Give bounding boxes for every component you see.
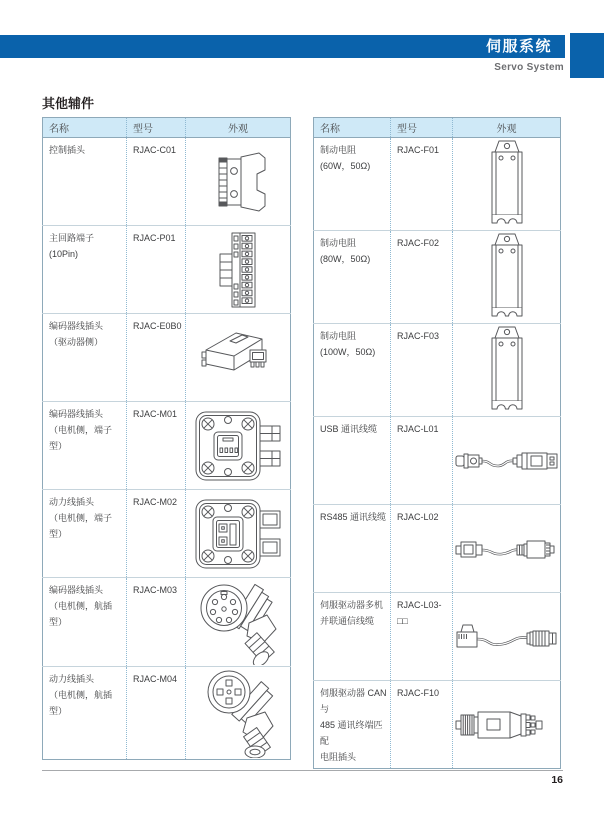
appearance-cell — [186, 490, 291, 578]
column-header-name: 名称 — [43, 118, 127, 138]
name-cell: 伺服驱动器 CAN 与 485 通讯终端匹配 电阻插头 — [314, 681, 391, 769]
table-row — [43, 138, 291, 226]
name-cell: RS485 通讯线缆 — [314, 505, 391, 593]
banner-title: 伺服系统 — [485, 38, 552, 55]
power-aviation-plug-image — [199, 668, 277, 758]
encoder-drive-plug-image — [200, 328, 276, 388]
rs485-cable-image — [455, 534, 559, 564]
appearance-cell — [453, 324, 561, 417]
table-row — [314, 681, 561, 769]
model-cell: RJAC-F10 — [391, 681, 453, 769]
table-row — [43, 314, 291, 402]
name-cell: 动力线插头 （电机侧，航插型） — [43, 667, 127, 760]
table-header-row — [43, 118, 291, 138]
appearance-cell — [453, 138, 561, 231]
encoder-aviation-plug-image — [197, 579, 279, 665]
encoder-motor-terminal-plug-image — [192, 409, 284, 483]
appearance-cell — [186, 578, 291, 667]
footer-divider — [42, 770, 563, 771]
column-header-model: 型号 — [391, 118, 453, 138]
model-cell: RJAC-L01 — [391, 417, 453, 505]
column-header-name: 名称 — [314, 118, 391, 138]
model-cell: RJAC-M02 — [127, 490, 186, 578]
model-cell: RJAC-F02 — [391, 231, 453, 324]
name-cell: 伺服驱动器多机 并联通信线缆 — [314, 593, 391, 681]
appearance-cell — [453, 417, 561, 505]
appearance-cell — [186, 138, 291, 226]
table-row — [314, 593, 561, 681]
control-plug-image — [207, 149, 269, 215]
column-header-appearance: 外观 — [186, 118, 291, 138]
table-header-row — [314, 118, 561, 138]
terminal-block-image — [210, 231, 266, 309]
table-row — [314, 324, 561, 417]
model-cell: RJAC-M03 — [127, 578, 186, 667]
banner-accent-square — [570, 33, 604, 78]
usb-cable-image — [455, 445, 559, 477]
model-cell: RJAC-L02 — [391, 505, 453, 593]
appearance-cell — [186, 226, 291, 314]
table-row — [314, 231, 561, 324]
parallel-comm-cable-image — [455, 620, 559, 654]
power-motor-terminal-plug-image — [192, 497, 284, 571]
appearance-cell — [453, 681, 561, 769]
column-header-appearance: 外观 — [453, 118, 561, 138]
name-cell: 编码器线插头 （电机侧，航插型） — [43, 578, 127, 667]
column-header-model: 型号 — [127, 118, 186, 138]
table-row — [43, 402, 291, 490]
appearance-cell — [453, 505, 561, 593]
name-cell: USB 通讯线缆 — [314, 417, 391, 505]
model-cell: RJAC-M04 — [127, 667, 186, 760]
section-title: 其他辅件 — [42, 96, 95, 111]
name-cell: 制动电阻 (60W，50Ω) — [314, 138, 391, 231]
appearance-cell — [453, 593, 561, 681]
model-cell: RJAC-F01 — [391, 138, 453, 231]
table-row — [43, 578, 291, 667]
brake-resistor-image — [481, 139, 533, 229]
appearance-cell — [453, 231, 561, 324]
name-cell: 控制插头 — [43, 138, 127, 226]
model-cell: RJAC-F03 — [391, 324, 453, 417]
banner-subtitle: Servo System — [494, 62, 564, 73]
model-cell: RJAC-C01 — [127, 138, 186, 226]
name-cell: 主回路端子 (10Pin) — [43, 226, 127, 314]
name-cell: 编码器线插头 （驱动器侧） — [43, 314, 127, 402]
model-cell: RJAC-M01 — [127, 402, 186, 490]
brake-resistor-image — [481, 325, 533, 415]
model-cell: RJAC-E0B0 — [127, 314, 186, 402]
terminator-plug-image — [455, 705, 559, 745]
banner-bar — [0, 35, 565, 58]
table-row — [314, 417, 561, 505]
table-row — [314, 505, 561, 593]
name-cell: 动力线插头 （电机侧，端子型） — [43, 490, 127, 578]
table-row — [314, 138, 561, 231]
accessories-table-left — [42, 117, 291, 760]
accessories-table-right — [313, 117, 561, 769]
model-cell: RJAC-P01 — [127, 226, 186, 314]
table-row — [43, 490, 291, 578]
model-cell: RJAC-L03-□□ — [391, 593, 453, 681]
page-number: 16 — [551, 774, 563, 786]
appearance-cell — [186, 314, 291, 402]
table-row — [43, 667, 291, 760]
name-cell: 编码器线插头 （电机侧，端子型） — [43, 402, 127, 490]
name-cell: 制动电阻 (100W，50Ω) — [314, 324, 391, 417]
name-cell: 制动电阻 (80W，50Ω) — [314, 231, 391, 324]
table-row — [43, 226, 291, 314]
appearance-cell — [186, 402, 291, 490]
appearance-cell — [186, 667, 291, 760]
brake-resistor-image — [481, 232, 533, 322]
